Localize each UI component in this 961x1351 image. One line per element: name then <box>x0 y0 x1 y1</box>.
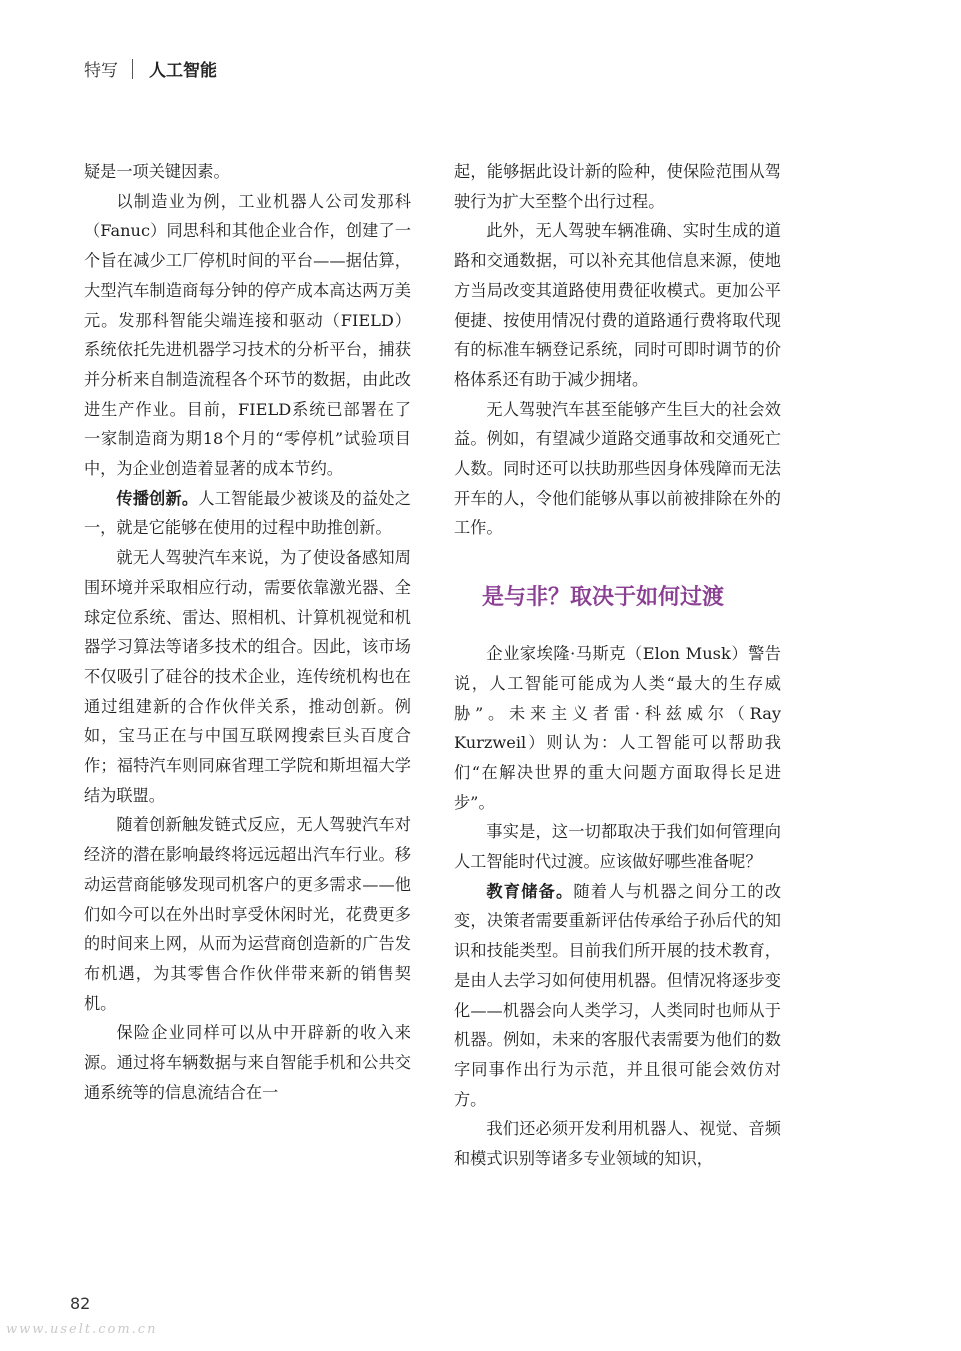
paragraph-text: 随着人与机器之间分工的改变，决策者需要重新评估传承给子孙后代的知识和技能类型。目前我们所开展的技术教育，是由人去学习如何使用机器。但情况将逐步变化——机器会向人类学习，人类同时也师从于机器。例如，未来的客服代表需要为他们的数字同事作出行为示范，并且很可能会效仿对方。 <box>454 881 782 1109</box>
paragraph: 随着创新触发链式反应，无人驾驶汽车对经济的潜在影响最终将远远超出汽车行业。移动运营商能够发现司机客户的更多需求——他们如今可以在外出时享受休闲时光，花费更多的时间来上网，从而为运营商创造新的广告发布机遇，为其零售合作伙伴带来新的销售契机。 <box>84 815 411 1013</box>
left-column <box>84 157 411 1108</box>
header-divider <box>132 59 133 79</box>
paragraph: 以制造业为例，工业机器人公司发那科（Fanuc）同思科和其他企业合作，创建了一个旨在减少工厂停机时间的平台——据估算，大型汽车制造商每分钟的停产成本高达两万美元。发那科智能尖端连接和驱动（FIELD）系统依托先进机器学习技术的分析平台，捕获并分析来自制造流程各个环节的数据，由此改进生产作业。目前，FIELD系统已部署在了一家制造商为期18个月的“零停机”试验项目中，为企业创造着显著的成本节约。 <box>84 191 411 479</box>
paragraph: 我们还必须开发利用机器人、视觉、音频和模式识别等诸多专业领域的知识， <box>454 1119 781 1169</box>
paragraph-lead: 传播创新。 <box>116 488 199 508</box>
paragraph: 无人驾驶汽车甚至能够产生巨大的社会效益。例如，有望减少道路交通事故和交通死亡人数。同时还可以扶助那些因身体残障而无法开车的人，令他们能够从事以前被排除在外的工作。 <box>454 399 781 538</box>
paragraph: 起，能够据此设计新的险种，使保险范围从驾驶行为扩大至整个出行过程。 <box>454 162 781 211</box>
running-header <box>84 56 217 81</box>
paragraph <box>454 877 781 1115</box>
watermark: www.uselt.com.cn <box>6 1322 158 1337</box>
section-heading: 是与非？取决于如何过渡 <box>482 585 725 611</box>
paragraph: 事实是，这一切都取决于我们如何管理向人工智能时代过渡。应该做好哪些准备呢？ <box>454 822 781 872</box>
paragraph-lead: 教育储备。 <box>486 881 574 901</box>
header-topic: 人工智能 <box>149 61 217 81</box>
paragraph-text: 人工智能最少被谈及的益处之一，就是它能够在使用的过程中助推创新。 <box>84 488 412 538</box>
paragraph: 企业家埃隆·马斯克（Elon Musk）警告说，人工智能可能成为人类“最大的生存威胁”。未来主义者雷·科兹威尔（Ray Kurzweil）则认为：人工智能可以帮助我们“在解决世界的重大问题方面取得长足进步”。 <box>454 644 781 812</box>
header-section: 特写 <box>84 61 118 81</box>
paragraph: 疑是一项关键因素。 <box>84 162 230 181</box>
paragraph: 此外，无人驾驶车辆准确、实时生成的道路和交通数据，可以补充其他信息来源，使地方当局改变其道路使用费征收模式。更加公平便捷、按使用情况付费的道路通行费将取代现有的标准车辆登记系统，同时可即时调节的价格体系还有助于减少拥堵。 <box>454 221 781 389</box>
paragraph: 就无人驾驶汽车来说，为了使设备感知周围环境并采取相应行动，需要依靠激光器、全球定位系统、雷达、照相机、计算机视觉和机器学习算法等诸多技术的组合。因此，该市场不仅吸引了硅谷的技术企业，连传统机构也在通过组建新的合作伙伴关系，推动创新。例如，宝马正在与中国互联网搜索巨头百度合作；福特汽车则同麻省理工学院和斯坦福大学结为联盟。 <box>84 548 411 805</box>
right-column <box>454 157 781 1174</box>
paragraph <box>84 484 411 543</box>
page-number: 82 <box>70 1294 91 1313</box>
paragraph: 保险企业同样可以从中开辟新的收入来源。通过将车辆数据与来自智能手机和公共交通系统等的信息流结合在一 <box>84 1023 411 1102</box>
